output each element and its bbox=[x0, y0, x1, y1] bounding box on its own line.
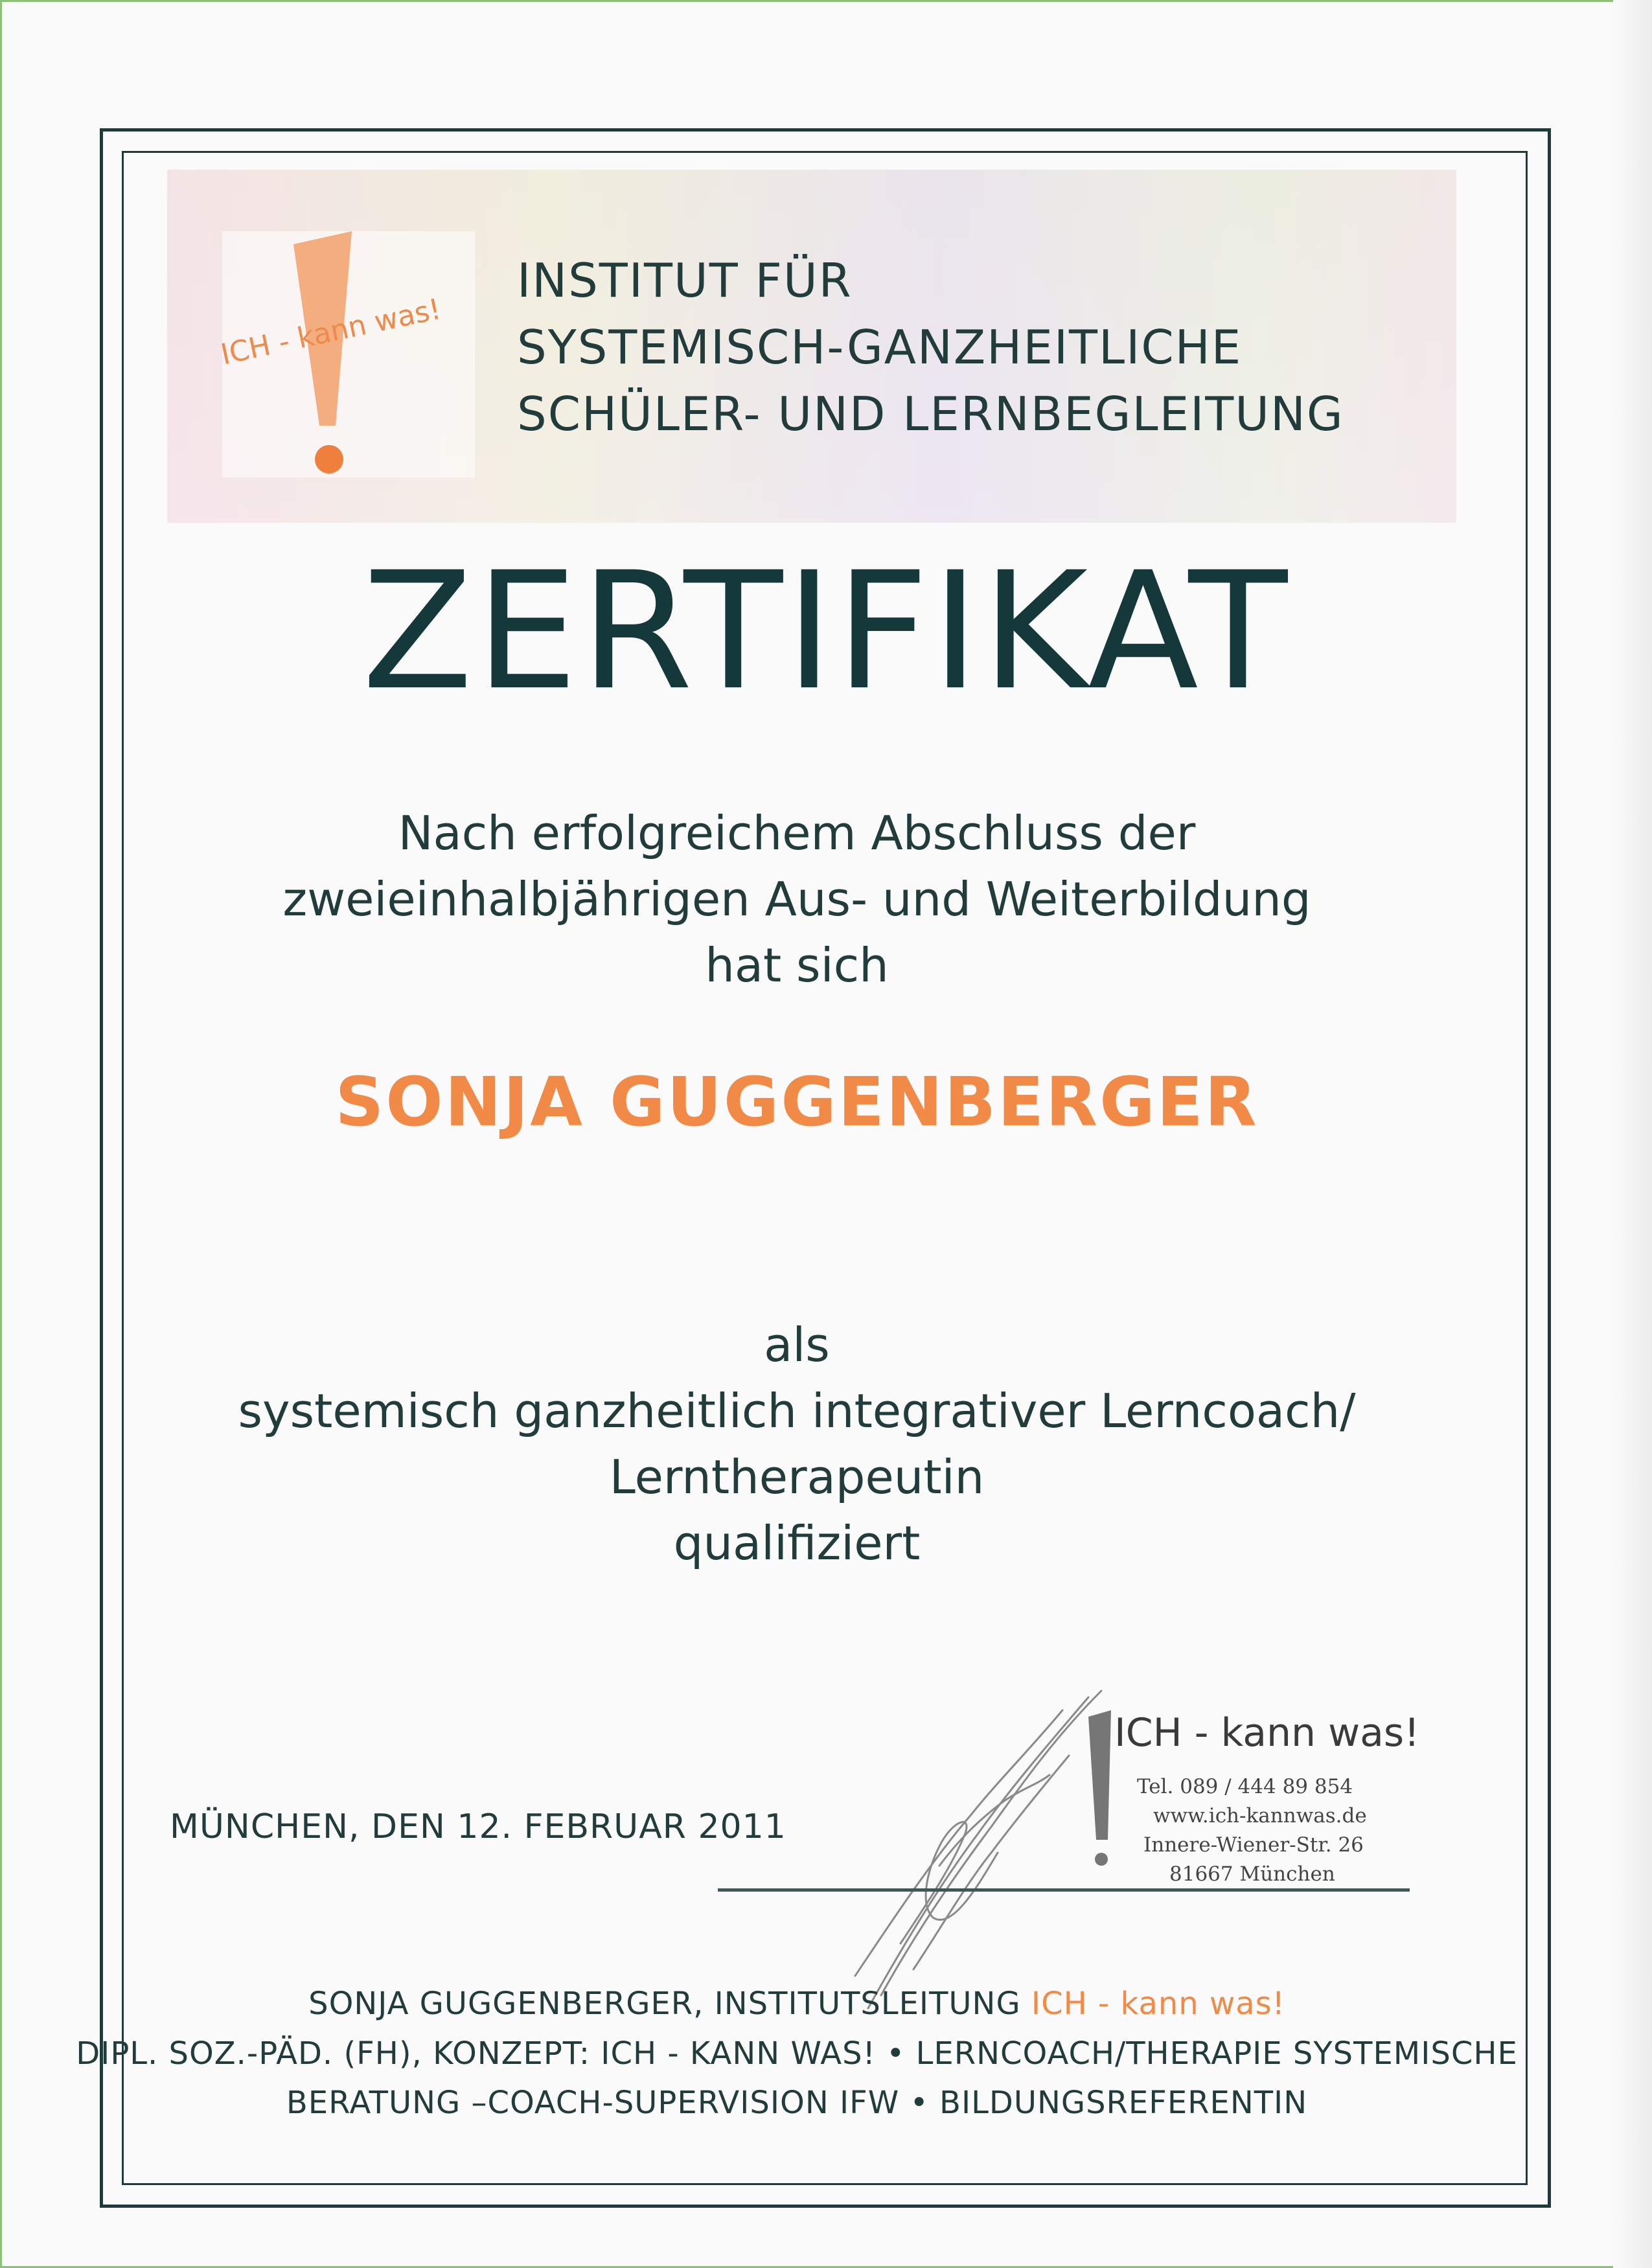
footer-line-3: BERATUNG –COACH-SUPERVISION IFW • BILDUNGSREFERENTIN bbox=[286, 2085, 1308, 2121]
footer-line-2 bbox=[0, 2035, 1594, 2072]
qualification-line: qualifiziert bbox=[673, 1516, 921, 1570]
intro-line: Nach erfolgreichem Abschluss der bbox=[398, 806, 1196, 860]
qualification-line: systemisch ganzheitlich integrativer Lerncoach/ bbox=[238, 1384, 1356, 1438]
place-date: MÜNCHEN, DEN 12. FEBRUAR 2011 bbox=[170, 1807, 786, 1846]
stamp-title: ICH - kann was! bbox=[1114, 1710, 1420, 1756]
institute-stamp bbox=[1062, 1710, 1425, 1898]
footer-brand: ICH - kann was! bbox=[1031, 1986, 1285, 2022]
footer-services: • LERNCOACH/THERAPIE SYSTEMISCHE bbox=[886, 2035, 1518, 2072]
institute-line: SCHÜLER- UND LERNBEGLEITUNG bbox=[517, 387, 1344, 441]
footer-line-1 bbox=[0, 1986, 1594, 2022]
qualification-line: als bbox=[764, 1318, 830, 1372]
handwritten-signature bbox=[842, 1671, 1114, 2034]
institute-line: SYSTEMISCH-GANZHEITLICHE bbox=[517, 320, 1243, 374]
institute-logo bbox=[218, 231, 475, 477]
stamp-city: 81667 München bbox=[1169, 1862, 1335, 1886]
qualification-line: Lerntherapeutin bbox=[609, 1450, 985, 1504]
recipient-name: SONJA GUGGENBERGER bbox=[335, 1062, 1259, 1141]
stamp-phone: Tel. 089 / 444 89 854 bbox=[1137, 1775, 1353, 1798]
signature-line bbox=[718, 1888, 1410, 1892]
header-banner bbox=[167, 170, 1456, 523]
page-shadow bbox=[1613, 0, 1652, 2268]
stamp-website: www.ich-kannwas.de bbox=[1153, 1804, 1367, 1827]
intro-line: hat sich bbox=[705, 938, 889, 992]
institute-name bbox=[517, 247, 1344, 448]
qualification-text bbox=[0, 1312, 1594, 1576]
intro-line: zweieinhalbjährigen Aus- und Weiterbildung bbox=[282, 872, 1311, 926]
stamp-street: Innere-Wiener-Str. 26 bbox=[1143, 1833, 1364, 1857]
institute-line: INSTITUT FÜR bbox=[517, 253, 853, 308]
logo-text: ICH - kann was! bbox=[218, 292, 444, 372]
footer-credentials: DIPL. SOZ.-PÄD. (FH), KONZEPT: bbox=[76, 2035, 591, 2072]
intro-text bbox=[0, 800, 1594, 998]
certificate-title: ZERTIFIKAT bbox=[361, 537, 1291, 726]
footer-brand-concept: ICH - KANN WAS! bbox=[601, 2035, 876, 2072]
footer-name-title: SONJA GUGGENBERGER, INSTITUTSLEITUNG bbox=[308, 1986, 1021, 2022]
